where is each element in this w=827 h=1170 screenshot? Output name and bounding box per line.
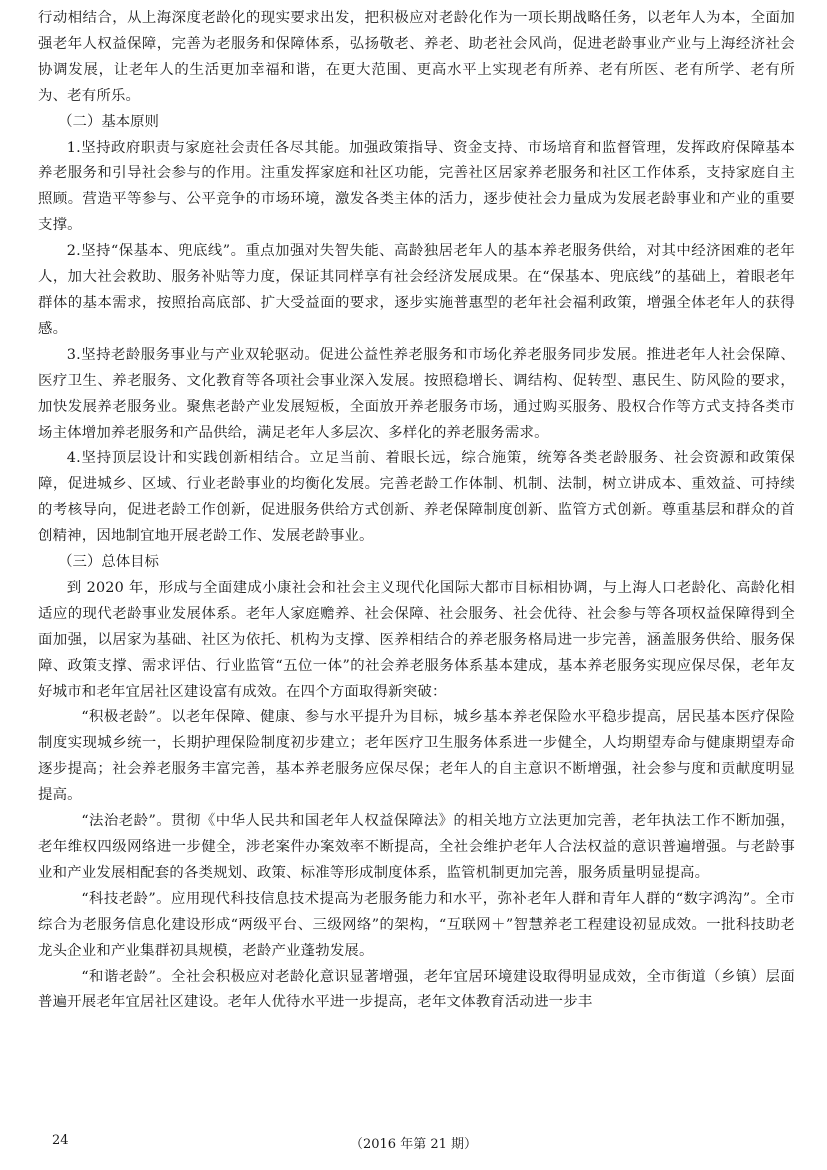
issue-label: （2016 年第 21 期） [349,1137,478,1152]
paragraph-harmonious-aging: “和谐老龄”。全社会积极应对老龄化意识显著增强，老年宜居环境建设取得明显成效，全市街道（乡镇）层面普遍开展老年宜居社区建设。老年人优待水平进一步提高，老年文体教育活动进一步丰 [38,968,795,1011]
page-footer [0,1133,827,1153]
section-heading-principles: （二）基本原则 [58,113,159,130]
paragraph-intro: 行动相结合，从上海深度老龄化的现实要求出发，把积极应对老龄化作为一项长期战略任务，以老年人为本，全面加强老年人权益保障，完善为老服务和保障体系，弘扬敬老、养老、助老社会风尚，促进老龄事业产业与上海经济社会协调发展，让老年人的生活更加幸福和谐，在更大范围、更高水平上实现老有所养、老有所医、老有所学、老有所为、老有所乐。 [38,10,795,104]
paragraph-tech-aging: “科技老龄”。应用现代科技信息技术提高为老服务能力和水平，弥补老年人群和青年人群的“数字鸿沟”。全市综合为老服务信息化建设形成“两级平台、三级网络”的架构，“互联网＋”智慧养老工程建设初显成效。一批科技助老龙头企业和产业集群初具规模，老龄产业蓬勃发展。 [38,890,795,959]
paragraph-rule-of-law-aging: “法治老龄”。贯彻《中华人民共和国老年人权益保障法》的相关地方立法更加完善，老年执法工作不断加强，老年维权四级网络进一步健全，涉老案件办案效率不断提高，全社会维护老年人合法权益的意识普遍增强。与老龄事业和产业发展相配套的各类规划、政策、标准等形成制度体系，监管机制更加完善，服务质量明显提高。 [38,813,795,881]
paragraph-goals: 到 2020 年，形成与全面建成小康社会和社会主义现代化国际大都市目标相协调，与上海人口老龄化、高龄化相适应的现代老龄事业发展体系。老年人家庭赡养、社会保障、社会服务、社会优待、社会参与等各项权益保障得到全面加强，以居家为基础、社区为依托、机构为支撑、医养相结合的养老服务格局进一步完善，涵盖服务供给、服务保障、政策支撑、需求评估、行业监管“五位一体”的社会养老服务体系基本建成，基本养老服务实现应保尽保，老年友好城市和老年宜居社区建设富有成效。在四个方面取得新突破： [38,579,795,700]
page-number: 24 [52,1133,69,1148]
paragraph-active-aging: “积极老龄”。以老年保障、健康、参与水平提升为目标，城乡基本养老保险水平稳步提高，居民基本医疗保险制度实现城乡统一，长期护理保险制度初步建立；老年医疗卫生服务体系进一步健全，人均期望寿命与健康期望寿命逐步提高；社会养老服务丰富完善，基本养老服务应保尽保；老年人的自主意识不断增强，社会参与度和贡献度明显提高。 [38,709,795,804]
document-body [38,6,795,1016]
paragraph-principle-2: 2.坚持“保基本、兜底线”。重点加强对失智失能、高龄独居老年人的基本养老服务供给，对其中经济困难的老年人，加大社会救助、服务补贴等力度，保证其同样享有社会经济发展成果。在“保基本、兜底线”的基础上，着眼老年群体的基本需求，按照抬高底部、扩大受益面的要求，逐步实施普惠型的老年社会福利政策，增强全体老年人的获得感。 [38,243,795,337]
paragraph-principle-3: 3.坚持老龄服务事业与产业双轮驱动。促进公益性养老服务和市场化养老服务同步发展。推进老年人社会保障、医疗卫生、养老服务、文化教育等各项社会事业深入发展。按照稳增长、调结构、促转型、惠民生、防风险的要求，加快发展养老服务业。聚焦老龄产业发展短板，全面放开养老服务市场，通过购买服务、股权合作等方式支持各类市场主体增加养老服务和产品供给，满足老年人多层次、多样化的养老服务需求。 [38,346,795,441]
section-heading-goals: （三）总体目标 [58,554,159,571]
paragraph-principle-1: 1.坚持政府职责与家庭社会责任各尽其能。加强政策指导、资金支持、市场培育和监督管理，发挥政府保障基本养老服务和引导社会参与的作用。注重发挥家庭和社区功能，完善社区居家养老服务和社区工作体系，支持家庭自主照顾。营造平等参与、公平竞争的市场环境，激发各类主体的活力，逐步使社会力量成为发展老龄事业和产业的重要支撑。 [38,139,795,234]
paragraph-principle-4: 4.坚持顶层设计和实践创新相结合。立足当前、着眼长远，综合施策，统筹各类老龄服务、社会资源和政策保障，促进城乡、区域、行业老龄事业的均衡化发展。完善老龄工作体制、机制、法制，树立讲成本、重效益、可持续的考核导向，促进老龄工作创新，促进服务供给方式创新、养老保障制度创新、监管方式创新。尊重基层和群众的首创精神，因地制宜地开展老龄工作、发展老龄事业。 [38,450,795,545]
